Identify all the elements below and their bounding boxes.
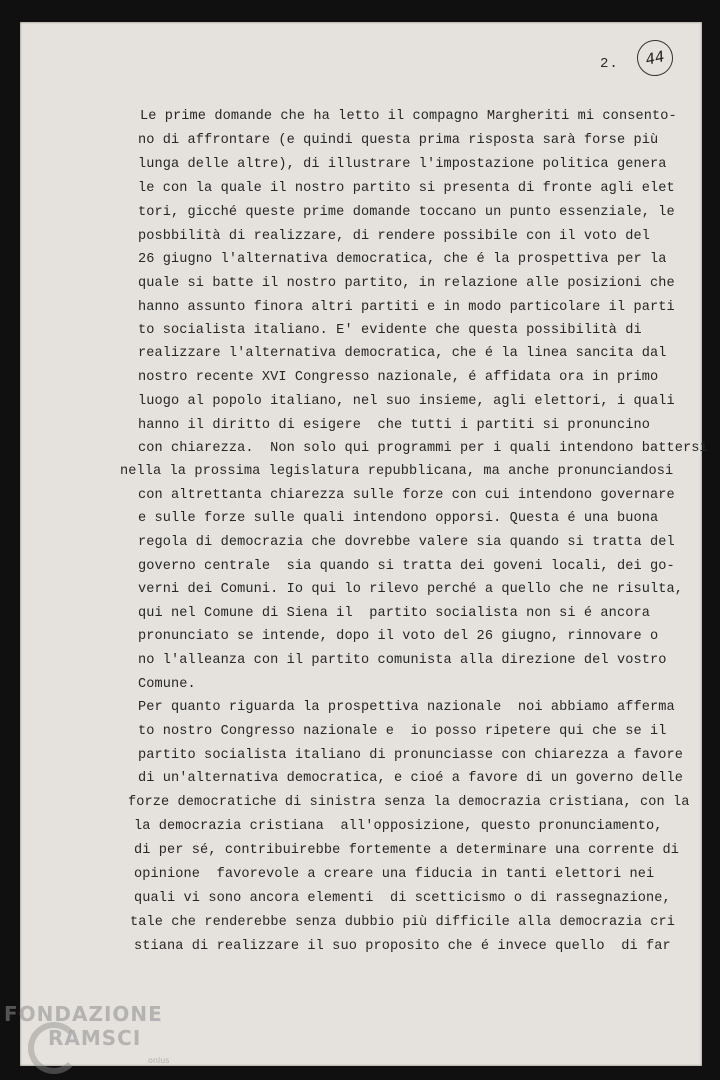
text-line: realizzare l'alternativa democratica, che é la linea sancita dal: [138, 346, 667, 361]
text-line: 26 giugno l'alternativa democratica, che é la prospettiva per la: [138, 252, 667, 267]
text-line: nella la prossima legislatura repubblicana, ma anche pronunciandosi: [120, 464, 674, 479]
text-line: e sulle forze sulle quali intendono opporsi. Questa é una buona: [138, 511, 659, 526]
text-line: lunga delle altre), di illustrare l'impostazione politica genera: [138, 157, 667, 172]
page-number: 2.: [600, 56, 619, 72]
text-line: con chiarezza. Non solo qui programmi per i quali intendono battersi: [138, 441, 708, 456]
text-line: pronunciato se intende, dopo il voto del 26 giugno, rinnovare o: [138, 629, 659, 644]
text-line: Comune.: [138, 677, 196, 692]
text-line: quali vi sono ancora elementi di scetticismo o di rassegnazione,: [134, 891, 671, 906]
text-line: verni dei Comuni. Io qui lo rilevo perché a quello che ne risulta,: [138, 582, 683, 597]
watermark-onlus: onlus: [148, 1056, 170, 1065]
text-line: hanno assunto finora altri partiti e in modo particolare il parti: [138, 300, 675, 315]
text-line: qui nel Comune di Siena il partito socialista non si é ancora: [138, 606, 650, 621]
text-line: to nostro Congresso nazionale e io posso ripetere qui che se il: [138, 724, 667, 739]
text-line: la democrazia cristiana all'opposizione, questo pronunciamento,: [134, 819, 663, 834]
text-line: Per quanto riguarda la prospettiva nazionale noi abbiamo afferma: [138, 700, 675, 715]
text-line: le con la quale il nostro partito si presenta di fronte agli elet: [138, 181, 675, 196]
text-line: opinione favorevole a creare una fiducia in tanti elettori nei: [134, 867, 655, 882]
text-line: regola di democrazia che dovrebbe valere sia quando si tratta del: [138, 535, 675, 550]
text-line: con altrettanta chiarezza sulle forze con cui intendono governare: [138, 488, 675, 503]
archive-number-stamp: 44: [634, 37, 677, 80]
text-line: tori, gicché queste prime domande toccano un punto essenziale, le: [138, 205, 675, 220]
text-line: forze democratiche di sinistra senza la democrazia cristiana, con la: [128, 795, 690, 810]
text-line: governo centrale sia quando si tratta dei goveni locali, dei go-: [138, 559, 675, 574]
text-line: quale si batte il nostro partito, in relazione alle posizioni che: [138, 276, 675, 291]
text-line: partito socialista italiano di pronunciasse con chiarezza a favore: [138, 748, 683, 763]
text-line: stiana di realizzare il suo proposito che é invece quello di far: [134, 939, 671, 954]
text-line: Le prime domande che ha letto il compagno Margheriti mi consento-: [140, 109, 677, 124]
watermark-fondazione: FONDAZIONE: [4, 1002, 163, 1026]
text-line: di per sé, contribuirebbe fortemente a determinare una corrente di: [134, 843, 679, 858]
watermark-gramsci: RAMSCI: [48, 1026, 142, 1050]
text-line: hanno il diritto di esigere che tutti i partiti si pronuncino: [138, 418, 650, 433]
text-line: no l'alleanza con il partito comunista alla direzione del vostro: [138, 653, 667, 668]
text-line: to socialista italiano. E' evidente che questa possibilità di: [138, 323, 642, 338]
text-line: no di affrontare (e quindi questa prima risposta sarà forse più: [138, 133, 659, 148]
text-line: tale che renderebbe senza dubbio più difficile alla democrazia cri: [130, 915, 675, 930]
text-line: luogo al popolo italiano, nel suo insieme, agli elettori, i quali: [138, 394, 675, 409]
text-line: posbbilità di realizzare, di rendere possibile con il voto del: [138, 229, 650, 244]
text-line: nostro recente XVI Congresso nazionale, é affidata ora in primo: [138, 370, 659, 385]
text-line: di un'alternativa democratica, e cioé a favore di un governo delle: [138, 771, 683, 786]
